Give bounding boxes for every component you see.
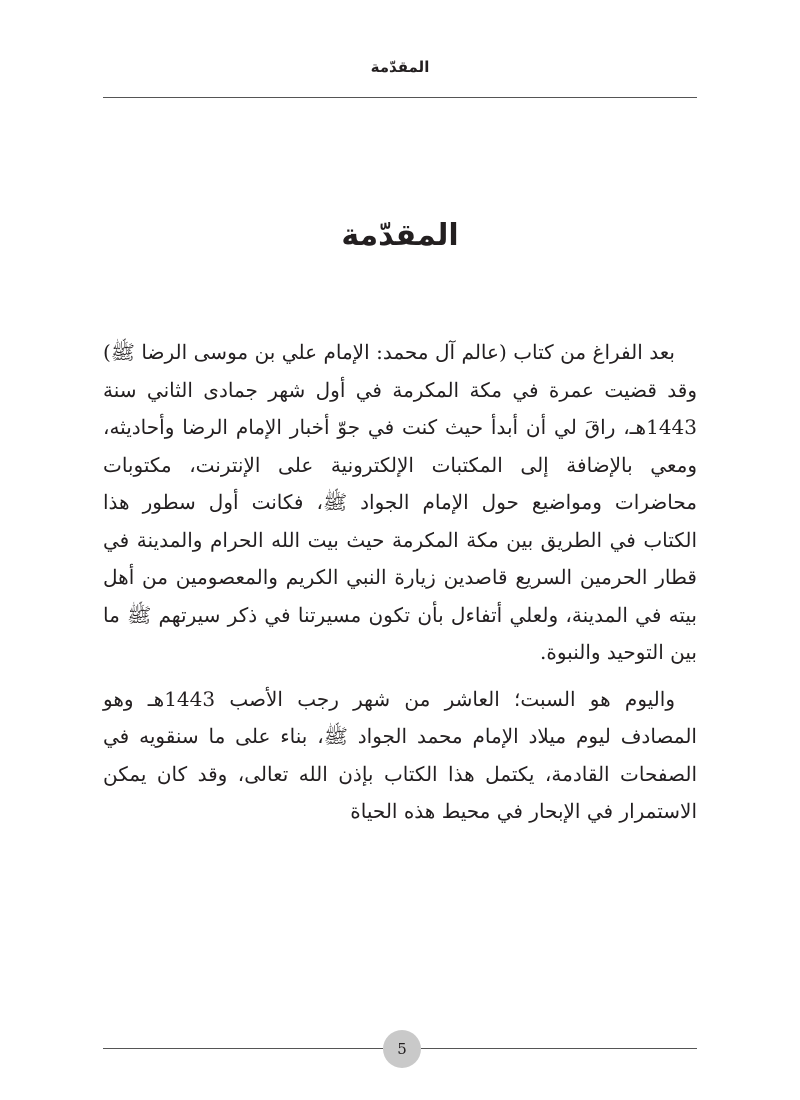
- footer-divider-right: [421, 1048, 697, 1049]
- body-text: [103, 334, 697, 831]
- paragraph-2: واليوم هو السبت؛ العاشر من شهر رجب الأصب 1443هـ وهو المصادف ليوم ميلاد الإمام محمد الجواد ﷺ، بناء على ما سنقويه في الصفحات القادمة، يكتمل هذا الكتاب بإذن الله تعالى، وقد كان يمكن الاستمرار في الإبحار في محيط هذه الحياة: [103, 686, 697, 823]
- footer-divider-left: [103, 1048, 383, 1049]
- header-divider: [103, 97, 697, 98]
- paragraph-1: بعد الفراغ من كتاب (عالم آل محمد: الإمام علي بن موسى الرضا ﷺ) وقد قضيت عمرة في مكة المكرمة في أول شهر جمادى الثاني سنة 1443هـ، راقَ لي أن أبدأ حيث كنت في جوّ أخبار الإمام الرضا وأحاديثه، ومعي بالإضافة إلى المكتبات الإلكترونية على الإنترنت، مكتوبات محاضرات ومواضيع حول الإمام الجواد ﷺ، فكانت أول سطور هذا الكتاب في الطريق بين مكة المكرمة حيث بيت الله الحرام والمدينة في قطار الحرمين السريع قاصدين زيارة النبي الكريم والمعصومين من أهل بيته في المدينة، ولعلي أتفاءل بأن تكون مسيرتنا في ذكر سيرتهم ﷺ ما بين التوحيد والنبوة.: [103, 340, 697, 664]
- page-number: 5: [383, 1030, 421, 1068]
- running-header: المقدّمة: [370, 58, 430, 76]
- chapter-title: المقدّمة: [341, 218, 459, 253]
